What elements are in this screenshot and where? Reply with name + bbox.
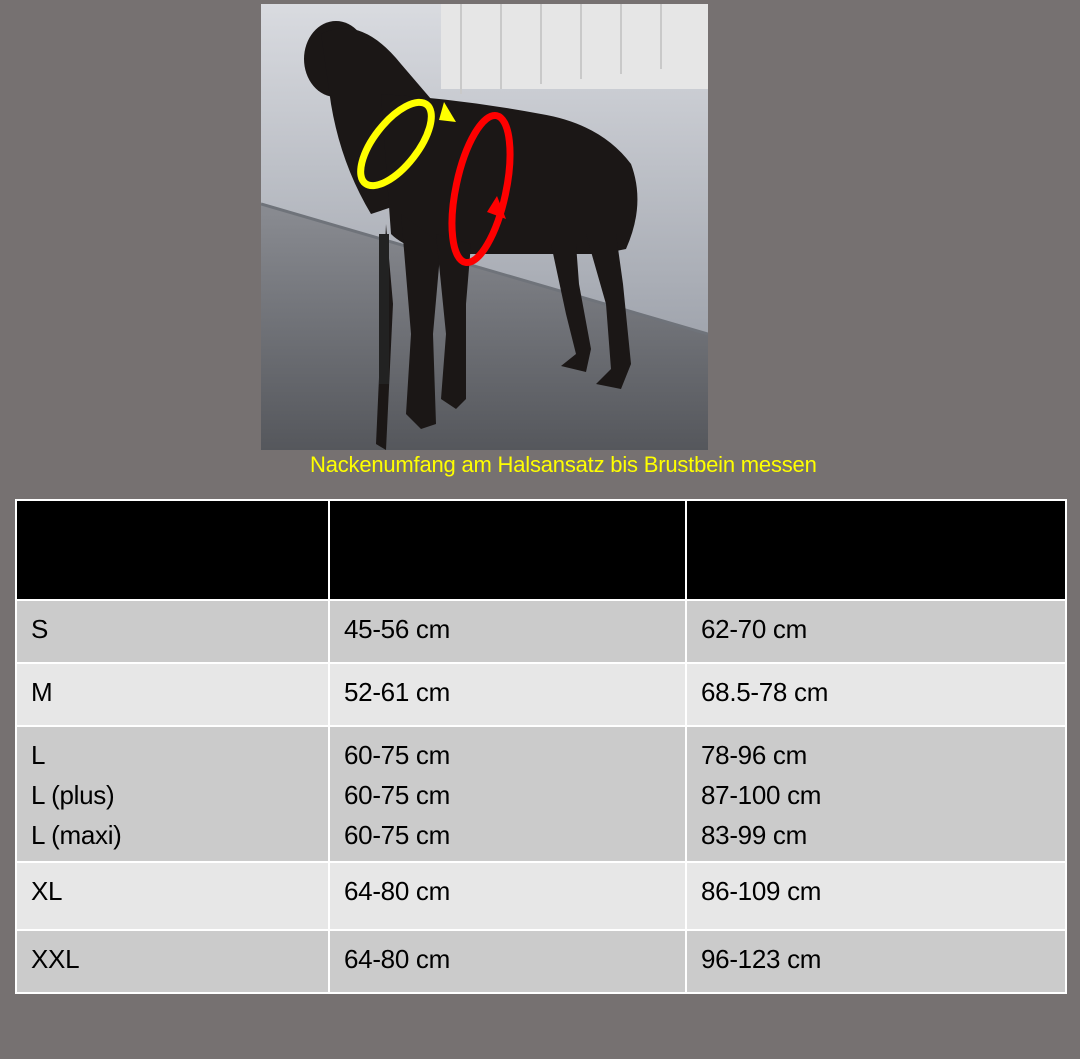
chest-cell: 62-70 cm	[686, 600, 1066, 663]
size-cell: S	[16, 600, 329, 663]
chest-cell: 96-123 cm	[686, 930, 1066, 993]
size-cell: XXL	[16, 930, 329, 993]
table-row	[16, 862, 1066, 930]
header-neck-circumference: Nackenumfang (nicht Halsumfang!)	[329, 500, 686, 600]
table-row	[16, 600, 1066, 663]
size-cell: L L (plus) L (maxi)	[16, 726, 329, 862]
header-size: Grösse	[16, 500, 329, 600]
table-row	[16, 726, 1066, 862]
dog-photo-illustration	[261, 4, 708, 450]
table-row	[16, 663, 1066, 726]
size-cell: XL	[16, 862, 329, 930]
size-cell: M	[16, 663, 329, 726]
neck-cell: 60-75 cm 60-75 cm 60-75 cm	[329, 726, 686, 862]
neck-cell: 64-80 cm	[329, 862, 686, 930]
size-chart-table	[15, 499, 1067, 994]
measuring-instruction: Nackenumfang am Halsansatz bis Brustbein messen	[310, 452, 817, 477]
chest-cell: 68.5-78 cm	[686, 663, 1066, 726]
neck-cell: 64-80 cm	[329, 930, 686, 993]
chest-cell: 86-109 cm	[686, 862, 1066, 930]
dog-harness-photo	[261, 4, 708, 450]
table-row	[16, 930, 1066, 993]
header-chest-circumference: Brustumfang eng gemessen	[686, 500, 1066, 600]
neck-cell: 45-56 cm	[329, 600, 686, 663]
header-row	[16, 500, 1066, 600]
chest-cell: 78-96 cm 87-100 cm 83-99 cm	[686, 726, 1066, 862]
neck-cell: 52-61 cm	[329, 663, 686, 726]
